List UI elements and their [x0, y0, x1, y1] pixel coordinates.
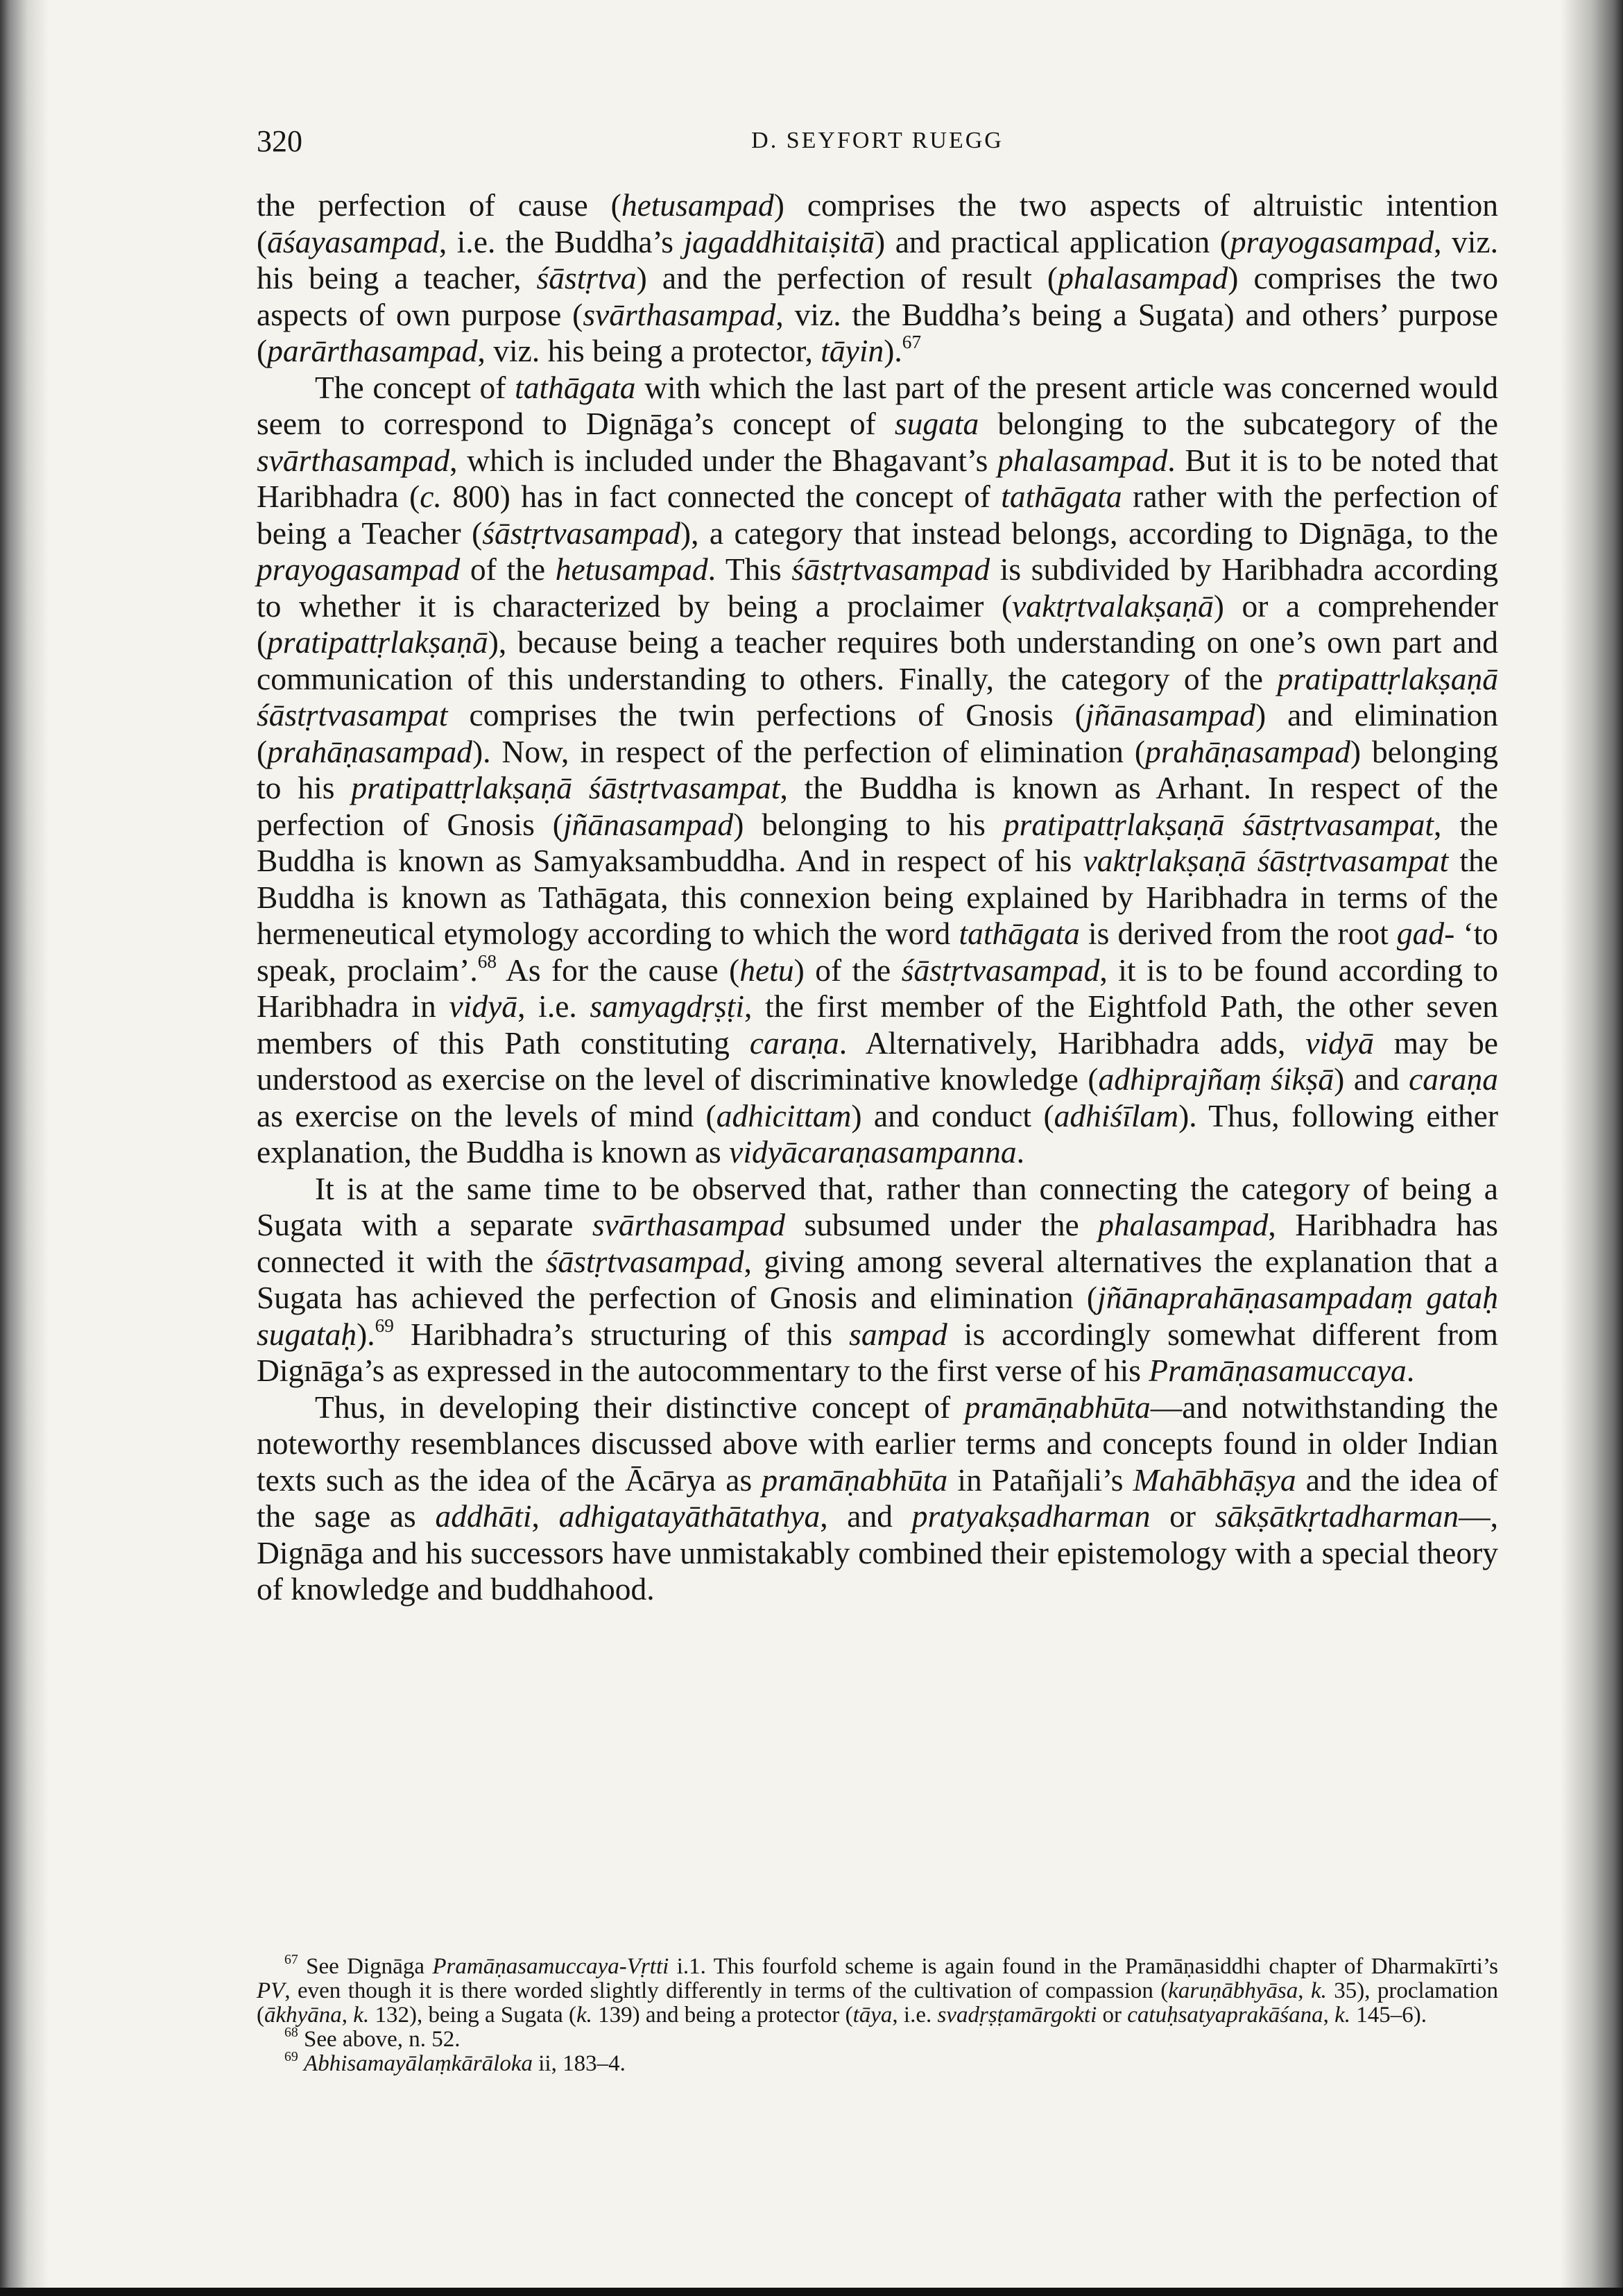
paragraph: Thus, in developing their distinctive concept of pramāṇabhūta—and notwithstanding the noteworthy resemblances discussed above with earlier terms and concepts found in older Indian texts such as the idea of the Ācārya as pramāṇabhūta in Patañjali’s Mahābhāṣya and the idea of the sage as addhāti, adhigatayāthātathya, and pratyakṣadharman or sākṣātkṛtadharman—, Dignāga and his successors have unmistakably combined their epistemology with a special theory of knowledge and buddhahood. [257, 1389, 1498, 1607]
scan-edge-bottom [0, 2288, 1623, 2296]
body-text [257, 187, 1498, 1608]
paragraph: The concept of tathāgata with which the last part of the present article was concerned would seem to correspond to Dignāga’s concept of sugata belonging to the subcategory of the svārthasampad, which is included under the Bhagavant’s phalasampad. But it is to be noted that Haribhadra (c. 800) has in fact connected the concept of tathāgata rather with the perfection of being a Teacher (śāstṛtvasampad), a category that instead belongs, according to Dignāga, to the prayogasampad of the hetusampad. This śāstṛtvasampad is subdivided by Haribhadra according to whether it is characterized by being a proclaimer (vaktṛtvalakṣaṇā) or a comprehender (pratipattṛlakṣaṇā), because being a teacher requires both understanding on one’s own part and communication of this understanding to others. Finally, the category of the pratipattṛlakṣaṇā śāstṛtvasampat comprises the twin perfections of Gnosis (jñānasampad) and elimination (prahāṇasampad). Now, in respect of the perfection of elimination (prahāṇasampad) belonging to his pratipattṛlakṣaṇā śāstṛtvasampat, the Buddha is known as Arhant. In respect of the perfection of Gnosis (jñānasampad) belonging to his pratipattṛlakṣaṇā śāstṛtvasampat, the Buddha is known as Samyaksambuddha. And in respect of his vaktṛlakṣaṇā śāstṛtvasampat the Buddha is known as Tathāgata, this connexion being explained by Haribhadra in terms of the hermeneutical etymology according to which the word tathāgata is derived from the root gad- ‘to speak, proclaim’.$^{68}$ As for the cause (hetu) of the śāstṛtvasampad, it is to be found according to Haribhadra in vidyā, i.e. samyagdṛṣṭi, the first member of the Eightfold Path, the other seven members of this Path constituting caraṇa. Alternatively, Haribhadra adds, vidyā may be understood as exercise on the level of discriminative knowledge (adhiprajñaṃ śikṣā) and caraṇa as exercise on the levels of mind (adhicittam) and conduct (adhiśīlam). Thus, following either explanation, the Buddha is known as vidyācaraṇasampanna. [257, 369, 1499, 1170]
running-head: D. SEYFORT RUEGG [751, 128, 1004, 153]
footnote-68: $^{68}$ See above, n. 52. [284, 2025, 461, 2052]
footnote-69: $^{69}$ Abhisamayālaṃkārāloka ii, 183–4. [284, 2049, 626, 2076]
paragraph: It is at the same time to be observed that, rather than connecting the category of being a Sugata with a separate svārthasampad subsumed under the phalasampad, Haribhadra has connected it with the śāstṛtvasampad, giving among several alternatives the explanation that a Sugata has achieved the perfection of Gnosis and elimination (jñānaprahāṇasampadaṃ gataḥ sugataḥ).$^{69}$ Haribhadra’s structuring of this sampad is accordingly somewhat different from Dignāga’s as expressed in the autocommentary to the first verse of his Pramāṇasamuccaya. [257, 1170, 1499, 1388]
footnotes [257, 1952, 1499, 2076]
scan-edge-right [1561, 0, 1623, 2296]
footnote-67: $^{67}$ See Dignāga Pramāṇasamuccaya-Vṛtti i.1. This fourfold scheme is again found in the Pramāṇasiddhi chapter of Dharmakīrti’s PV, even though it is there worded slightly differently in terms of the cultivation of compassion (karuṇābhyāsa, k. 35), proclamation (ākhyāna, k. 132), being a Sugata (k. 139) and being a protector (tāya, i.e. svadṛṣṭamārgokti or catuḥsatyaprakāśana, k. 145–6). [257, 1952, 1499, 2028]
scan-edge-left [0, 0, 49, 2296]
page-header [257, 123, 1498, 172]
paragraph: the perfection of cause (hetusampad) comprises the two aspects of altruistic intention (āśayasampad, i.e. the Buddha’s jagaddhitaiṣitā) and practical application (prayogasampad, viz. his being a teacher, śāstṛtva) and the perfection of result (phalasampad) comprises the two aspects of own purpose (svārthasampad, viz. the Buddha’s being a Sugata) and others’ purpose (parārthasampad, viz. his being a protector, tāyin).$^{67}$ [257, 187, 1498, 368]
page-number: 320 [257, 124, 302, 158]
